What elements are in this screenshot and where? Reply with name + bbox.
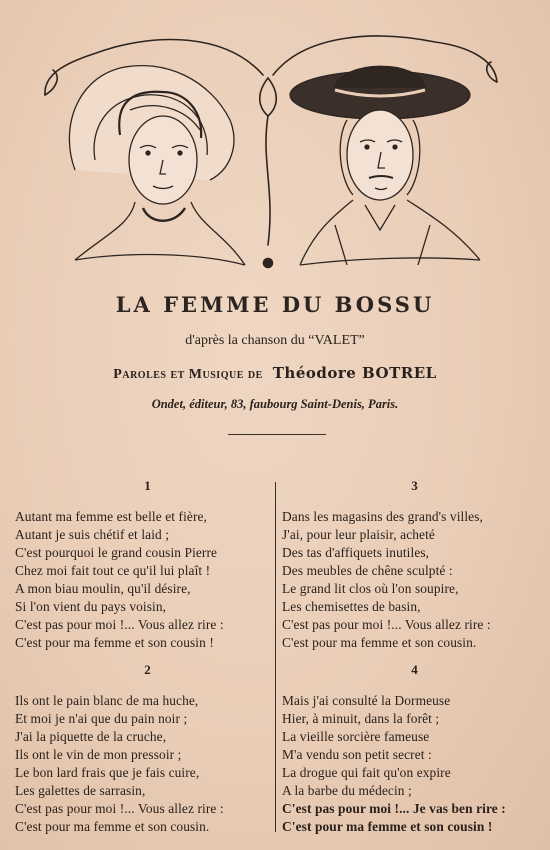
verse-line: C'est pourquoi le grand cousin Pierre (15, 545, 218, 560)
woman-portrait (69, 66, 245, 265)
credits-author: Théodore BOTREL (272, 364, 437, 382)
verse-line: J'ai la piquette de la cruche, (15, 729, 167, 744)
refrain-line: C'est pour ma femme et son cousin ! (15, 635, 214, 650)
refrain-line: C'est pas pour moi !... Vous allez rire : (15, 617, 224, 632)
refrain-line: C'est pour ma femme et son cousin. (15, 819, 210, 834)
verse-line: A mon biau moulin, qu'il désire, (15, 581, 191, 596)
verse-1 (15, 478, 280, 652)
publisher-line: Ondet, éditeur, 83, faubourg Saint-Denis, Paris. (151, 397, 399, 411)
verse-line: Les galettes de sarrasin, (15, 783, 146, 798)
verse-line: Chez moi fait tout ce qu'il lui plaît ! (15, 563, 211, 578)
verse-line: Autant je suis chétif et laid ; (15, 527, 170, 542)
refrain-line: C'est pas pour moi !... Vous allez rire : (282, 617, 491, 632)
refrain-line: C'est pas pour moi !... Je vas ben rire : (282, 801, 506, 816)
verse-line: La vieille sorcière fameuse (282, 729, 430, 744)
verse-line: J'ai, pour leur plaisir, acheté (282, 527, 435, 542)
song-subtitle: d'après la chanson du “VALET” (185, 333, 365, 348)
verse-line: Les chemisettes de basin, (282, 599, 421, 614)
verse-line: Le grand lit clos où l'on soupire, (282, 581, 459, 596)
verse-2 (15, 662, 280, 836)
man-portrait (290, 66, 480, 265)
verse-line: Autant ma femme est belle et fière, (15, 509, 208, 524)
refrain-line: C'est pas pour moi !... Vous allez rire : (15, 801, 224, 816)
center-ornament (260, 78, 277, 116)
verse-line: Des meubles de chêne sculpté : (282, 563, 453, 578)
verse-3 (282, 478, 547, 652)
verse-line: Ils ont le vin de mon pressoir ; (15, 747, 182, 762)
verse-line: Hier, à minuit, dans la forêt ; (282, 711, 440, 726)
song-title: LA FEMME DU BOSSU (115, 292, 435, 317)
verse-line: M'a vendu son petit secret : (282, 747, 432, 762)
verse-line: Mais j'ai consulté la Dormeuse (282, 693, 451, 708)
verse-line: Des tas d'affiquets inutiles, (282, 545, 430, 560)
verse-line: Dans les magasins des grand's villes, (282, 509, 483, 524)
verse-line: Le bon lard frais que je fais cuire, (15, 765, 200, 780)
verse-line: Si l'on vient du pays voisin, (15, 599, 167, 614)
refrain-line: C'est pour ma femme et son cousin ! (282, 819, 493, 834)
verse-number: 2 (144, 662, 151, 677)
illustration (35, 20, 505, 280)
verse-line: Ils ont le pain blanc de ma huche, (15, 693, 199, 708)
credits-prefix: Paroles et Musique de (113, 367, 263, 382)
verse-number: 1 (144, 478, 151, 493)
verse-line: A la barbe du médecin ; (282, 783, 412, 798)
verse-number: 4 (411, 662, 418, 677)
verse-4 (282, 662, 547, 836)
verse-number: 3 (411, 478, 418, 493)
verse-line: La drogue qui fait qu'on expire (282, 765, 451, 780)
verse-line: Et moi je n'ai que du pain noir ; (15, 711, 188, 726)
credits (0, 364, 550, 383)
divider-rule (228, 434, 326, 435)
refrain-line: C'est pour ma femme et son cousin. (282, 635, 477, 650)
